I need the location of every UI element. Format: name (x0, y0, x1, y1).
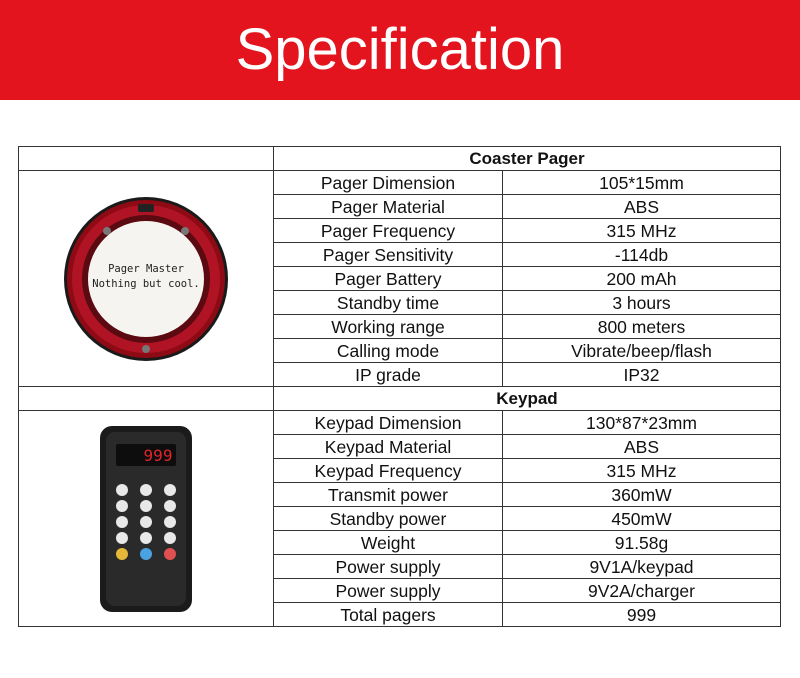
spec-value: 9V1A/keypad (503, 555, 781, 579)
spec-label: Working range (274, 315, 503, 339)
spec-value: 105*15mm (503, 171, 781, 195)
spec-value: ABS (503, 435, 781, 459)
keypad-section-header-row (19, 387, 781, 411)
pager-section-header-row (19, 147, 781, 171)
spec-value: 200 mAh (503, 267, 781, 291)
spec-label: Standby time (274, 291, 503, 315)
spec-label: Pager Material (274, 195, 503, 219)
spec-value: 91.58g (503, 531, 781, 555)
pager-brand-text: Pager Master (108, 262, 184, 275)
spec-value: IP32 (503, 363, 781, 387)
spec-label: Keypad Frequency (274, 459, 503, 483)
spec-label: Pager Battery (274, 267, 503, 291)
spec-value: -114db (503, 243, 781, 267)
spec-label: Pager Dimension (274, 171, 503, 195)
spec-label: Standby power (274, 507, 503, 531)
table-row (19, 171, 781, 195)
spec-table (18, 146, 781, 627)
spec-value: 360mW (503, 483, 781, 507)
pager-image-cell (19, 171, 274, 387)
spec-label: Weight (274, 531, 503, 555)
page-title: Specification (235, 17, 565, 82)
spec-label: Calling mode (274, 339, 503, 363)
keypad-image-cell (19, 411, 274, 627)
spec-value: Vibrate/beep/flash (503, 339, 781, 363)
spec-value: 450mW (503, 507, 781, 531)
empty-header-cell (19, 387, 274, 411)
table-row (19, 411, 781, 435)
spec-label: Total pagers (274, 603, 503, 627)
spec-value: 999 (503, 603, 781, 627)
spec-label: Transmit power (274, 483, 503, 507)
spec-value: 315 MHz (503, 219, 781, 243)
spec-value: ABS (503, 195, 781, 219)
spec-label: Pager Sensitivity (274, 243, 503, 267)
spec-label: IP grade (274, 363, 503, 387)
spec-label: Keypad Dimension (274, 411, 503, 435)
spec-value: 800 meters (503, 315, 781, 339)
spec-label: Pager Frequency (274, 219, 503, 243)
pager-section-title: Coaster Pager (274, 147, 781, 171)
keypad-section-title: Keypad (274, 387, 781, 411)
coaster-pager-image (61, 194, 231, 364)
empty-header-cell (19, 147, 274, 171)
spec-label: Power supply (274, 579, 503, 603)
spec-label: Keypad Material (274, 435, 503, 459)
keypad-display-digits: 999 (143, 445, 173, 465)
pager-slogan-text: Nothing but cool. (92, 277, 200, 290)
spec-value: 130*87*23mm (503, 411, 781, 435)
spec-value: 9V2A/charger (503, 579, 781, 603)
spec-value: 3 hours (503, 291, 781, 315)
keypad-image (96, 424, 196, 614)
spec-value: 315 MHz (503, 459, 781, 483)
spec-label: Power supply (274, 555, 503, 579)
header-banner (0, 0, 800, 100)
